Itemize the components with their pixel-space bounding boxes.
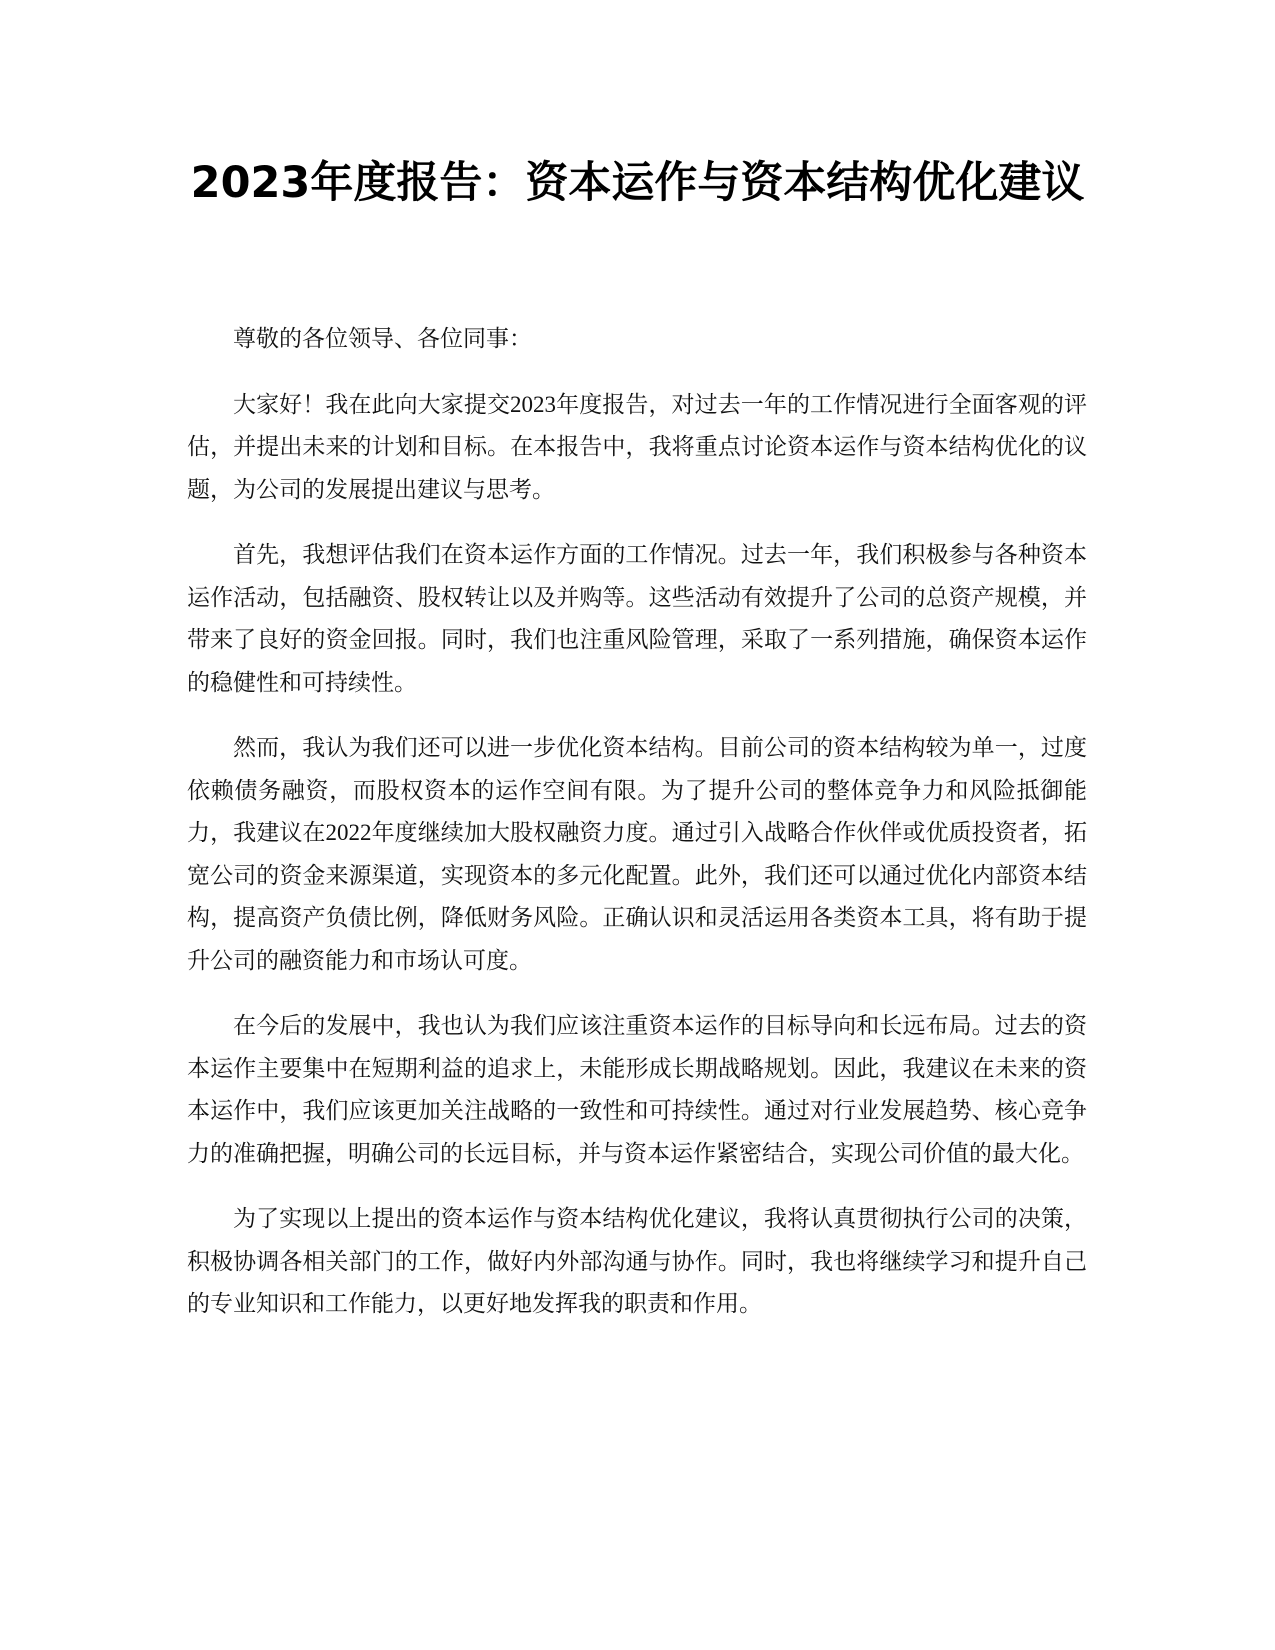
- capital-operation-review-paragraph: 首先，我想评估我们在资本运作方面的工作情况。过去一年，我们积极参与各种资本运作活动，包括融资、股权转让以及并购等。这些活动有效提升了公司的总资产规模，并带来了良好的资金回报。同时，我们也注重风险管理，采取了一系列措施，确保资本运作的稳健性和可持续性。: [187, 542, 1087, 695]
- intro-paragraph: 大家好！我在此向大家提交2023年度报告，对过去一年的工作情况进行全面客观的评估，并提出未来的计划和目标。在本报告中，我将重点讨论资本运作与资本结构优化的议题，为公司的发展提出建议与思考。: [187, 391, 1087, 502]
- implementation-commitment-paragraph: 为了实现以上提出的资本运作与资本结构优化建议，我将认真贯彻执行公司的决策，积极协调各相关部门的工作，做好内外部沟通与协作。同时，我也将继续学习和提升自己的专业知识和工作能力，以更好地发挥我的职责和作用。: [187, 1206, 1087, 1316]
- capital-structure-optimization-paragraph: 然而，我认为我们还可以进一步优化资本结构。目前公司的资本结构较为单一，过度依赖债务融资，而股权资本的运作空间有限。为了提升公司的整体竞争力和风险抵御能力，我建议在2022年度继续加大股权融资力度。通过引入战略合作伙伴或优质投资者，拓宽公司的资金来源渠道，实现资本的多元化配置。此外，我们还可以通过优化内部资本结构，提高资产负债比例，降低财务风险。正确认识和灵活运用各类资本工具，将有助于提升公司的融资能力和市场认可度。: [187, 735, 1087, 973]
- salutation-paragraph: 尊敬的各位领导、各位同事：: [233, 326, 532, 351]
- document-title: 2023年度报告：资本运作与资本结构优化建议: [190, 158, 1085, 208]
- long-term-strategy-paragraph: 在今后的发展中，我也认为我们应该注重资本运作的目标导向和长远布局。过去的资本运作主要集中在短期利益的追求上，未能形成长期战略规划。因此，我建议在未来的资本运作中，我们应该更加关注战略的一致性和可持续性。通过对行业发展趋势、核心竞争力的准确把握，明确公司的长远目标，并与资本运作紧密结合，实现公司价值的最大化。: [187, 1013, 1087, 1166]
- document-body: [187, 318, 1087, 1349]
